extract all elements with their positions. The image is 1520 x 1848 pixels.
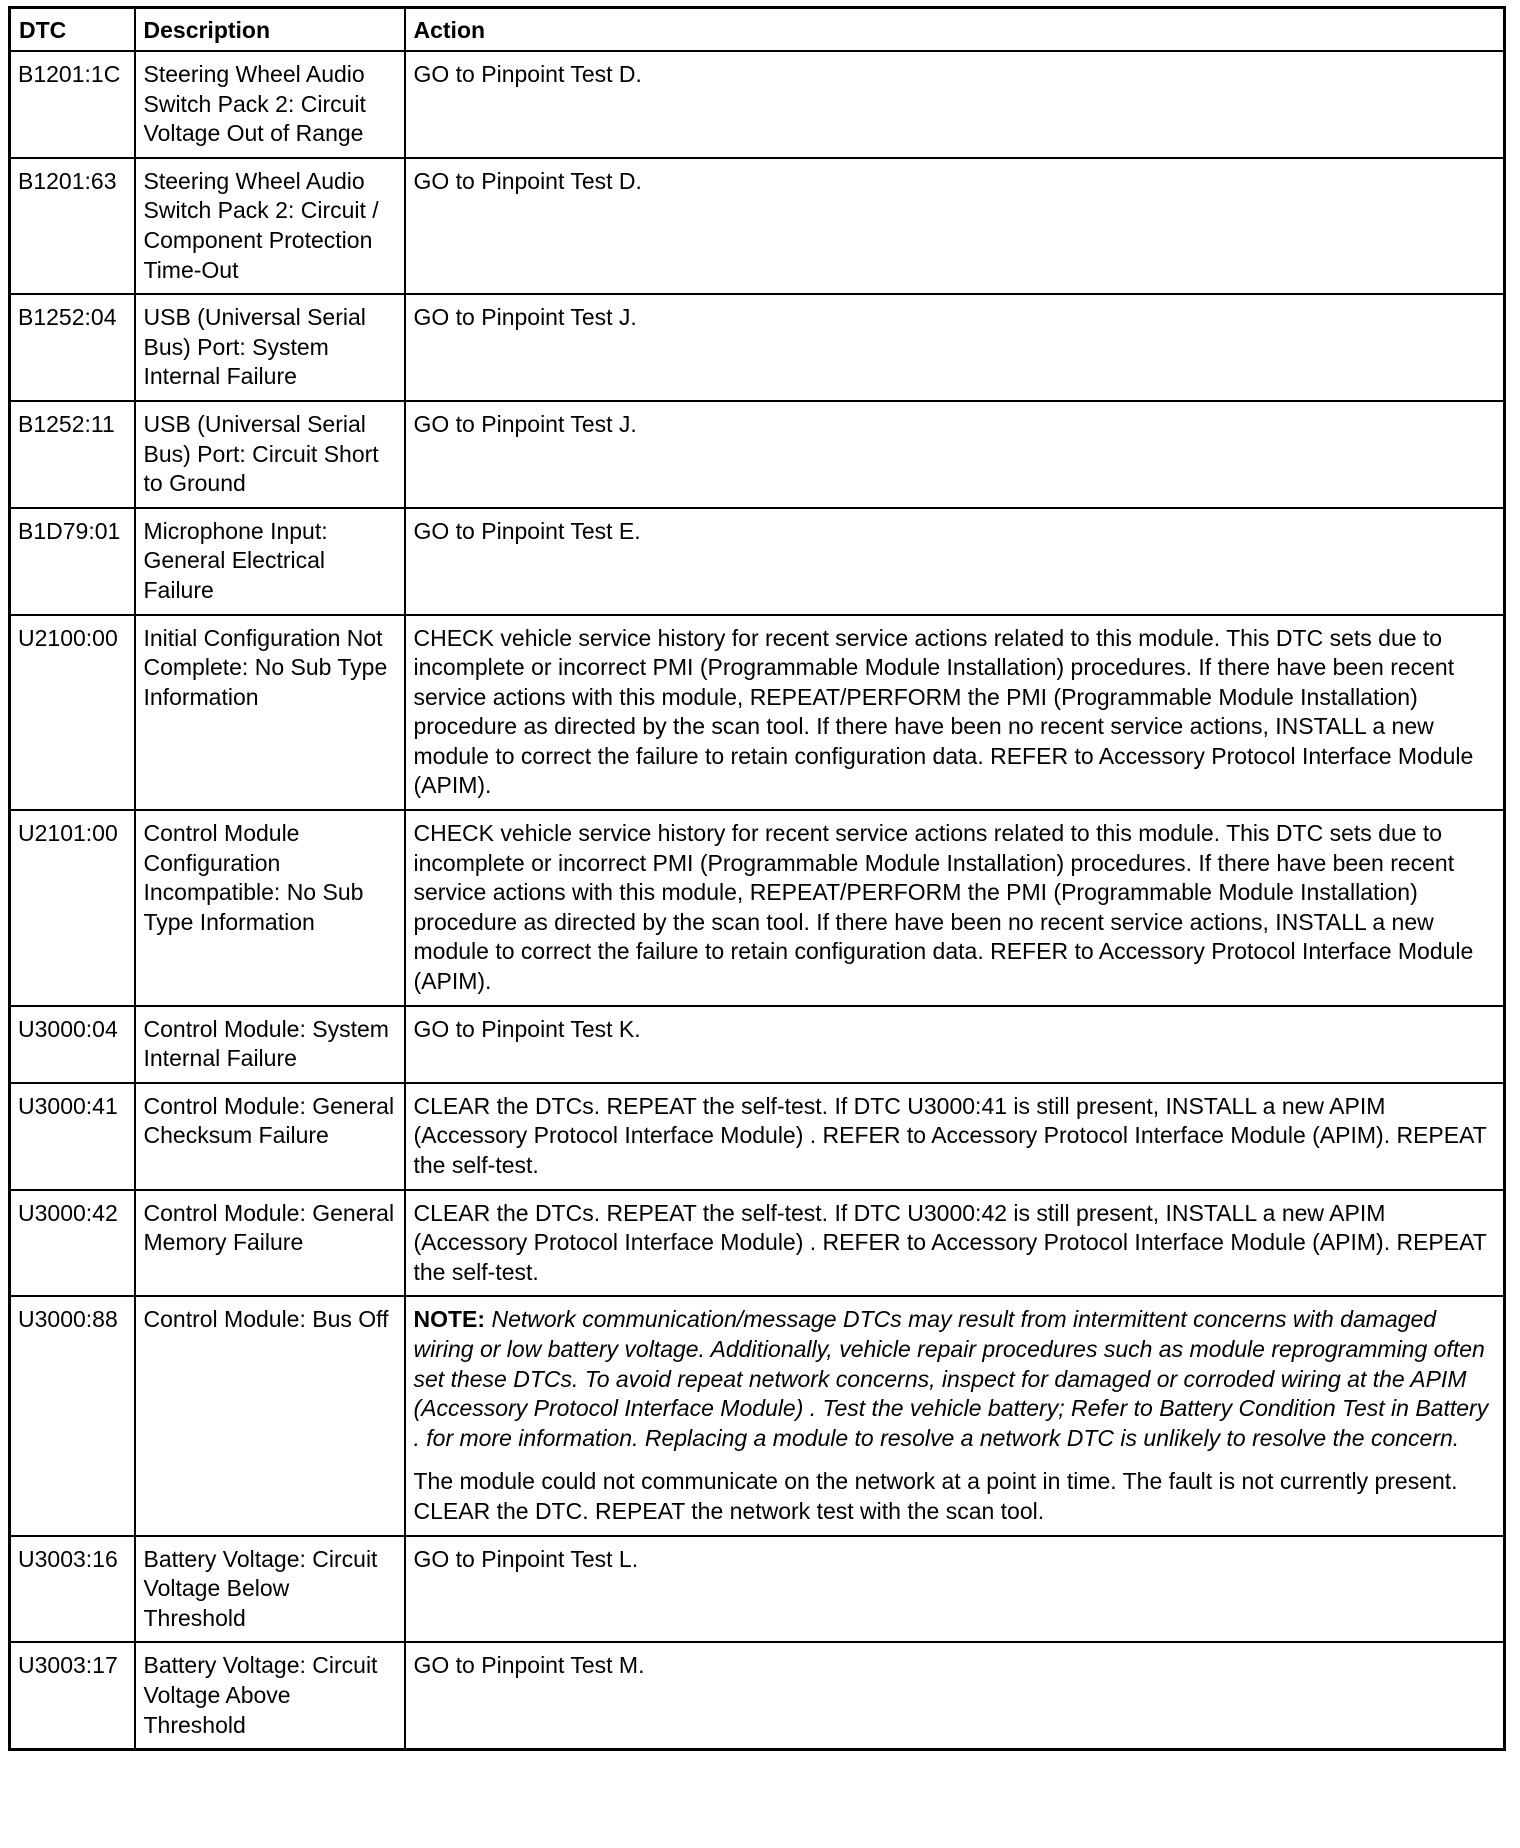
header-action: Action	[405, 8, 1505, 52]
dtc-table	[8, 6, 1506, 1751]
dtc-code: B1252:11	[10, 401, 135, 508]
table-row	[10, 615, 1505, 811]
dtc-description: USB (Universal Serial Bus) Port: Circuit Short to Ground	[135, 401, 405, 508]
dtc-action: GO to Pinpoint Test K.	[405, 1006, 1505, 1083]
dtc-code: U3000:41	[10, 1083, 135, 1190]
dtc-description: Steering Wheel Audio Switch Pack 2: Circuit / Component Protection Time-Out	[135, 158, 405, 294]
table-row	[10, 401, 1505, 508]
dtc-code: U2101:00	[10, 810, 135, 1006]
dtc-code: U2100:00	[10, 615, 135, 811]
table-row	[10, 810, 1505, 1006]
dtc-code: B1201:1C	[10, 51, 135, 158]
dtc-code: U3000:04	[10, 1006, 135, 1083]
table-row	[10, 51, 1505, 158]
table-row	[10, 294, 1505, 401]
note-paragraph	[414, 1305, 1497, 1453]
header-description: Description	[135, 8, 405, 52]
dtc-action: GO to Pinpoint Test M.	[405, 1642, 1505, 1749]
table-header	[10, 8, 1505, 52]
table-row	[10, 1642, 1505, 1749]
table-row	[10, 1190, 1505, 1297]
dtc-action: CLEAR the DTCs. REPEAT the self-test. If DTC U3000:41 is still present, INSTALL a new APIM (Accessory Protocol Interface Module) . REFER to Accessory Protocol Interface Module (APIM). REPEAT the self-test.	[405, 1083, 1505, 1190]
dtc-description: Initial Configuration Not Complete: No Sub Type Information	[135, 615, 405, 811]
dtc-description: Control Module Configuration Incompatible: No Sub Type Information	[135, 810, 405, 1006]
dtc-description: Battery Voltage: Circuit Voltage Above Threshold	[135, 1642, 405, 1749]
dtc-code: U3000:42	[10, 1190, 135, 1297]
table-row	[10, 158, 1505, 294]
table-row	[10, 508, 1505, 615]
table-row	[10, 1536, 1505, 1643]
dtc-action: GO to Pinpoint Test J.	[405, 294, 1505, 401]
dtc-code: B1201:63	[10, 158, 135, 294]
table-row	[10, 1083, 1505, 1190]
dtc-description: Microphone Input: General Electrical Failure	[135, 508, 405, 615]
dtc-description: Control Module: General Checksum Failure	[135, 1083, 405, 1190]
table-row	[10, 1296, 1505, 1535]
dtc-action: The module could not communicate on the network at a point in time. The fault is not currently present. CLEAR the DTC. REPEAT the network test with the scan tool.	[413, 1468, 1458, 1524]
dtc-description: Steering Wheel Audio Switch Pack 2: Circuit Voltage Out of Range	[135, 51, 405, 158]
dtc-action: GO to Pinpoint Test J.	[405, 401, 1505, 508]
header-row	[10, 8, 1505, 52]
dtc-code: U3003:17	[10, 1642, 135, 1749]
header-dtc: DTC	[10, 8, 135, 52]
dtc-code: U3003:16	[10, 1536, 135, 1643]
dtc-action-cell	[405, 1296, 1505, 1535]
dtc-action: GO to Pinpoint Test D.	[405, 51, 1505, 158]
dtc-description: Battery Voltage: Circuit Voltage Below Threshold	[135, 1536, 405, 1643]
dtc-action: CHECK vehicle service history for recent service actions related to this module. This DTC sets due to incomplete or incorrect PMI (Programmable Module Installation) procedures. If there have been recent service actions with this module, REPEAT/PERFORM the PMI (Programmable Module Installation) procedure as directed by the scan tool. If there have been no recent service actions, INSTALL a new module to correct the failure to retain configuration data. REFER to Accessory Protocol Interface Module (APIM).	[405, 615, 1505, 811]
dtc-code: B1D79:01	[10, 508, 135, 615]
dtc-description: Control Module: General Memory Failure	[135, 1190, 405, 1297]
table-body	[10, 51, 1505, 1750]
dtc-action: CLEAR the DTCs. REPEAT the self-test. If DTC U3000:42 is still present, INSTALL a new APIM (Accessory Protocol Interface Module) . REFER to Accessory Protocol Interface Module (APIM). REPEAT the self-test.	[405, 1190, 1505, 1297]
dtc-description: USB (Universal Serial Bus) Port: System Internal Failure	[135, 294, 405, 401]
table-row	[10, 1006, 1505, 1083]
dtc-action: GO to Pinpoint Test D.	[405, 158, 1505, 294]
dtc-action: CHECK vehicle service history for recent service actions related to this module. This DTC sets due to incomplete or incorrect PMI (Programmable Module Installation) procedures. If there have been recent service actions with this module, REPEAT/PERFORM the PMI (Programmable Module Installation) procedure as directed by the scan tool. If there have been no recent service actions, INSTALL a new module to correct the failure to retain configuration data. REFER to Accessory Protocol Interface Module (APIM).	[405, 810, 1505, 1006]
dtc-description: Control Module: Bus Off	[135, 1296, 405, 1535]
note-label: NOTE:	[413, 1306, 486, 1333]
dtc-code: U3000:88	[10, 1296, 135, 1535]
note-text: Network communication/message DTCs may result from intermittent concerns with damaged wiring or low battery voltage. Additionally, vehicle repair procedures such as module reprogramming often set these DTCs. To avoid repeat network concerns, inspect for damaged or corroded wiring at the APIM (Accessory Protocol Interface Module) . Test the vehicle battery; Refer to Battery Condition Test in Battery . for more information. Replacing a module to resolve a network DTC is unlikely to resolve the concern.	[413, 1306, 1489, 1451]
dtc-action: GO to Pinpoint Test E.	[405, 508, 1505, 615]
dtc-code: B1252:04	[10, 294, 135, 401]
dtc-description: Control Module: System Internal Failure	[135, 1006, 405, 1083]
dtc-action: GO to Pinpoint Test L.	[405, 1536, 1505, 1643]
